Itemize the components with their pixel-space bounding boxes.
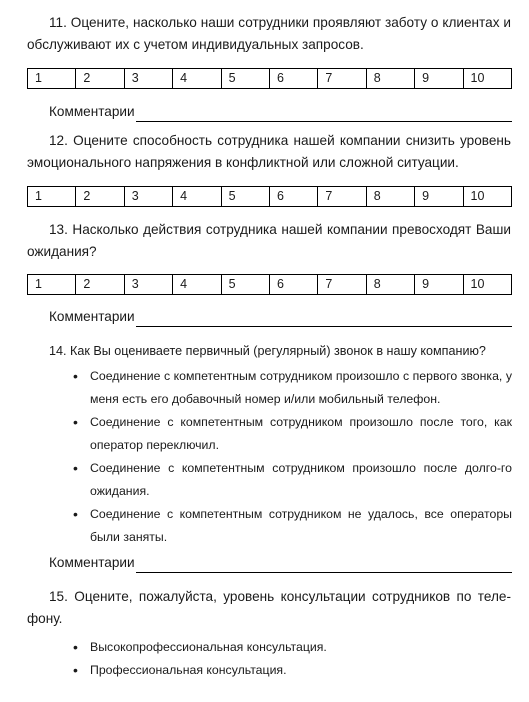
rating-cell-10[interactable]: 10 (463, 69, 511, 89)
option-item[interactable] (70, 365, 512, 411)
bullet-icon: • (73, 368, 78, 384)
rating-cell-7[interactable]: 7 (318, 275, 366, 295)
rating-cell-8[interactable]: 8 (366, 275, 414, 295)
rating-cell-3[interactable]: 3 (124, 187, 172, 207)
options-list-14 (70, 365, 512, 549)
option-item[interactable] (70, 659, 512, 682)
rating-cell-1[interactable]: 1 (28, 69, 76, 89)
question-15 (27, 586, 511, 630)
comment-field-14[interactable] (49, 553, 512, 573)
question-13 (27, 219, 511, 263)
option-text: Соединение с компетентным сотрудником не удалось, все операторы были заняты. (90, 507, 512, 544)
option-text: Соединение с компетентным сотрудником произошло после того, как оператор переключил. (90, 415, 512, 452)
question-11-text: 11. Оцените, насколько наши сотрудники проявляют заботу о клиентах и обслуживают их с учетом индивидуальных запросов. (27, 15, 511, 52)
rating-cell-6[interactable]: 6 (269, 187, 317, 207)
option-text: Соединение с компетентным сотрудником произошло с первого звонка, у меня есть его добавочный номер и/или мобильный телефон. (90, 369, 512, 406)
question-12 (27, 130, 511, 174)
comment-line[interactable] (136, 312, 512, 327)
option-item[interactable] (70, 457, 512, 503)
option-item[interactable] (70, 503, 512, 549)
rating-row (28, 275, 512, 295)
rating-cell-5[interactable]: 5 (221, 69, 269, 89)
rating-cell-7[interactable]: 7 (318, 69, 366, 89)
rating-row (28, 69, 512, 89)
question-11 (27, 12, 511, 56)
rating-cell-7[interactable]: 7 (318, 187, 366, 207)
comment-field-11[interactable] (49, 102, 512, 122)
bullet-icon: • (73, 662, 78, 678)
rating-cell-8[interactable]: 8 (366, 69, 414, 89)
question-14 (27, 340, 511, 362)
rating-cell-10[interactable]: 10 (463, 187, 511, 207)
rating-scale-11[interactable] (27, 68, 512, 89)
bullet-icon: • (73, 414, 78, 430)
option-text: Высокопрофессиональная консультация. (90, 640, 327, 654)
rating-cell-2[interactable]: 2 (76, 69, 124, 89)
rating-cell-1[interactable]: 1 (28, 275, 76, 295)
rating-cell-5[interactable]: 5 (221, 275, 269, 295)
rating-cell-6[interactable]: 6 (269, 69, 317, 89)
rating-cell-10[interactable]: 10 (463, 275, 511, 295)
rating-scale-13[interactable] (27, 274, 512, 295)
rating-row (28, 187, 512, 207)
comment-label: Комментарии (49, 104, 135, 119)
question-13-text: 13. Насколько действия сотрудника нашей компании превосходят Ваши ожидания? (27, 222, 511, 259)
comment-label: Комментарии (49, 555, 135, 570)
rating-cell-4[interactable]: 4 (173, 275, 221, 295)
rating-cell-3[interactable]: 3 (124, 69, 172, 89)
rating-cell-5[interactable]: 5 (221, 187, 269, 207)
comment-line[interactable] (136, 558, 512, 573)
rating-cell-3[interactable]: 3 (124, 275, 172, 295)
rating-cell-4[interactable]: 4 (173, 187, 221, 207)
bullet-icon: • (73, 506, 78, 522)
comment-field-13[interactable] (49, 307, 512, 327)
rating-cell-1[interactable]: 1 (28, 187, 76, 207)
comment-line[interactable] (136, 107, 512, 122)
question-12-text: 12. Оцените способность сотрудника нашей компании снизить уровень эмоционального напряжения в конфликтной или сложной ситуации. (27, 133, 511, 170)
bullet-icon: • (73, 460, 78, 476)
rating-cell-6[interactable]: 6 (269, 275, 317, 295)
option-item[interactable] (70, 411, 512, 457)
rating-cell-9[interactable]: 9 (415, 275, 463, 295)
question-14-text: 14. Как Вы оцениваете первичный (регулярный) звонок в нашу компанию? (49, 344, 486, 358)
rating-cell-8[interactable]: 8 (366, 187, 414, 207)
rating-cell-2[interactable]: 2 (76, 275, 124, 295)
rating-scale-12[interactable] (27, 186, 512, 207)
options-list-15 (70, 636, 512, 682)
rating-cell-2[interactable]: 2 (76, 187, 124, 207)
rating-cell-9[interactable]: 9 (415, 69, 463, 89)
bullet-icon: • (73, 639, 78, 655)
rating-cell-4[interactable]: 4 (173, 69, 221, 89)
rating-cell-9[interactable]: 9 (415, 187, 463, 207)
option-item[interactable] (70, 636, 512, 659)
option-text: Соединение с компетентным сотрудником произошло после долго-го ожидания. (90, 461, 512, 498)
comment-label: Комментарии (49, 309, 135, 324)
option-text: Профессиональная консультация. (90, 663, 287, 677)
question-15-text: 15. Оцените, пожалуйста, уровень консультации сотрудников по теле-фону. (27, 589, 511, 626)
